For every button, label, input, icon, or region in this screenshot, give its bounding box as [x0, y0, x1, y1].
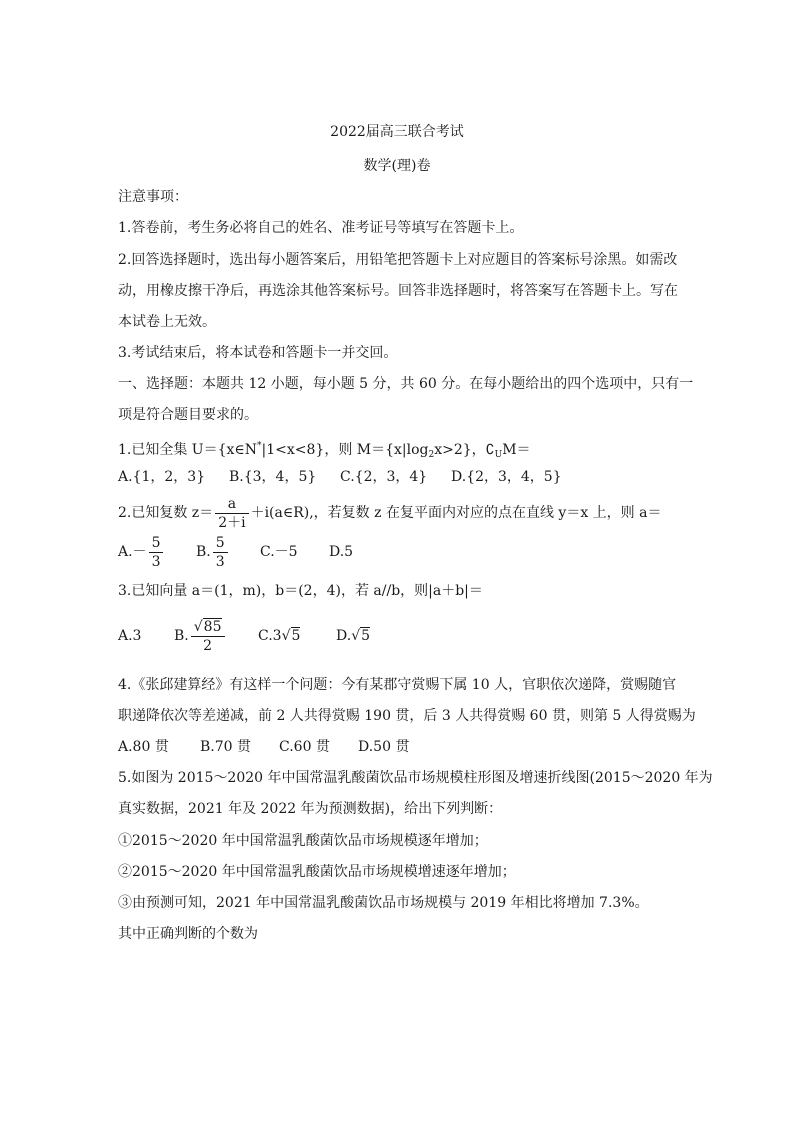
q4-option-c[interactable]: C.60 贯 [279, 739, 330, 755]
q2-option-c[interactable]: C.－5 [260, 544, 298, 560]
question-5-line-2: 真实数据，2021 年及 2022 年为预测数据)，给出下列判断： [118, 801, 503, 817]
q1-part-1: 1.已知全集 U＝{x∈N [118, 442, 258, 458]
q2-part-2: ＋i(a∈R),，若复数 z 在复平面内对应的点在直线 y＝x 上，则 a＝ [250, 505, 662, 521]
q3-option-d-radicand: 5 [361, 628, 371, 644]
q1-part-4: M＝ [502, 442, 531, 458]
q3-option-c-radicand: 5 [291, 628, 301, 644]
question-1-stem [118, 436, 531, 465]
q2-option-b[interactable] [196, 533, 230, 571]
q3-option-b-fraction [191, 618, 225, 655]
notice-item-2-line-3: 本试卷上无效。 [118, 314, 216, 330]
q1-log-base: 2 [428, 450, 435, 460]
q4-option-d[interactable]: D.50 贯 [358, 739, 410, 755]
question-2-options [118, 533, 518, 571]
notice-item-3: 3.考试结束后，将本试卷和答题卡一并交回。 [118, 345, 398, 361]
q2-part-1: 2.已知复数 z＝ [118, 505, 214, 521]
q3-option-b-label: B. [174, 628, 189, 644]
notice-item-2-line-2: 动，用橡皮擦干净后，再选涂其他答案标号。回答非选择题时，将答案写在答题卡上。写在 [118, 283, 678, 299]
section-1-line-2: 项是符合题目要求的。 [118, 407, 258, 423]
question-3-options [118, 614, 518, 658]
q3-option-b-radicand: 85 [203, 618, 222, 635]
q3-option-b-numerator: √85 [193, 618, 222, 635]
q2-option-b-numerator: 5 [215, 534, 225, 551]
q2-option-b-label: B. [196, 544, 211, 560]
q1-superscript: * [257, 441, 262, 451]
question-5-judgment-2: ②2015～2020 年中国常温乳酸菌饮品市场规模增速逐年增加； [118, 864, 516, 880]
q3-option-b[interactable] [174, 614, 227, 658]
q3-option-c[interactable]: C.3√5 [258, 628, 301, 644]
q3-option-d-label: D. [336, 628, 352, 644]
q2-option-a-fraction [149, 534, 164, 571]
question-5-line-1: 5.如图为 2015～2020 年中国常温乳酸菌饮品市场规模柱形图及增速折线图(2015～2020 年为 [118, 770, 713, 786]
q3-option-c-label: C.3 [258, 628, 282, 644]
q2-option-b-denominator: 3 [213, 552, 228, 571]
notice-item-1: 1.答卷前，考生务必将自己的姓名、准考证号等填写在答题卡上。 [118, 220, 524, 236]
question-4-line-1: 4.《张邱建算经》有这样一个问题：今有某郡守赏赐下属 10 人，官职依次递降，赏赐随官 [118, 677, 677, 693]
exam-title: 2022届高三联合考试 [330, 124, 464, 140]
q1-part-3: x>2}，∁ [434, 442, 495, 458]
section-1-line-1: 一、选择题：本题共 12 小题，每小题 5 分，共 60 分。在每小题给出的四个选项中，只有一 [118, 376, 694, 392]
q2-option-b-fraction [213, 534, 228, 571]
q1-option-b[interactable]: B.{3，4，5} [229, 469, 317, 485]
exam-subtitle: 数学(理)卷 [363, 158, 431, 174]
q4-option-b[interactable]: B.70 贯 [200, 739, 252, 755]
q3-option-d[interactable]: D.√5 [336, 628, 371, 644]
question-3-stem: 3.已知向量 a＝(1，m)，b＝(2，4)，若 a//b，则|a＋b|＝ [118, 583, 483, 599]
question-2-stem [118, 494, 661, 532]
q1-option-c[interactable]: C.{2，3，4} [340, 469, 428, 485]
question-5-judgment-1: ①2015～2020 年中国常温乳酸菌饮品市场规模逐年增加； [118, 833, 488, 849]
q1-option-d[interactable]: D.{2，3，4，5} [451, 469, 562, 485]
question-4-line-2: 职递降依次等差递减，前 2 人共得赏赐 190 贯，后 3 人共得赏赐 60 贯，则第 5 人得赏赐为 [118, 708, 696, 724]
q2-option-a-numerator: 5 [151, 534, 161, 551]
q2-option-a[interactable] [118, 533, 165, 571]
notice-heading: 注意事项： [118, 189, 188, 205]
q1-complement-subscript: U [494, 450, 503, 460]
question-5-prompt: 其中正确判断的个数为 [118, 926, 258, 942]
notice-item-2-line-1: 2.回答选择题时，选出每小题答案后，用铅笔把答题卡上对应题目的答案标号涂黑。如需改 [118, 252, 678, 268]
q2-fraction [215, 495, 248, 532]
question-4-options [118, 737, 518, 757]
q2-option-a-denominator: 3 [149, 552, 164, 571]
q3-option-b-denominator: 2 [191, 636, 225, 655]
q2-option-a-label: A.－ [118, 544, 147, 560]
q2-fraction-denominator: 2＋i [215, 513, 248, 532]
q1-part-2: |1<x<8}，则 M＝{x|log [261, 442, 429, 458]
q2-fraction-numerator: a [227, 495, 237, 512]
q1-option-a[interactable]: A.{1，2，3} [118, 469, 206, 485]
question-5-judgment-3: ③由预测可知，2021 年中国常温乳酸菌饮品市场规模与 2019 年相比将增加 7.3%。 [118, 895, 649, 911]
q4-option-a[interactable]: A.80 贯 [118, 739, 169, 755]
q3-option-a[interactable]: A.3 [118, 628, 142, 644]
q2-option-d[interactable]: D.5 [329, 544, 354, 560]
